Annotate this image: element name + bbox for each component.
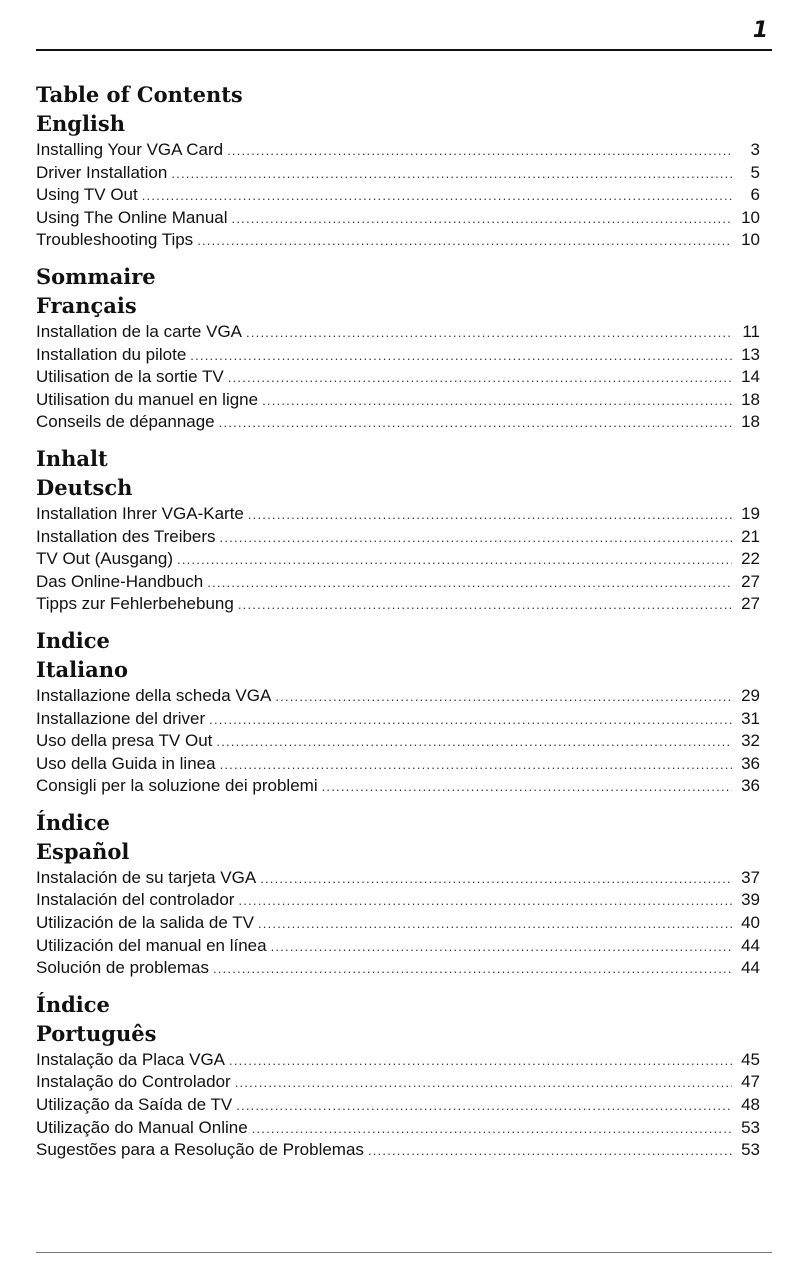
- toc-entry-page: 48: [741, 1095, 760, 1115]
- dot-leader: [322, 776, 732, 799]
- toc-entry[interactable]: [36, 912, 760, 935]
- dot-leader: [258, 913, 732, 936]
- toc-entry-title: Sugestões para a Resolução de Problemas: [36, 1140, 364, 1160]
- dot-leader: [177, 549, 732, 572]
- toc-entry-title: Using The Online Manual: [36, 207, 228, 227]
- toc-entry-title: Instalación de su tarjeta VGA: [36, 867, 257, 887]
- dot-leader: [228, 367, 732, 390]
- dot-leader: [368, 1140, 732, 1163]
- toc-entry-page: 10: [741, 230, 760, 250]
- toc-entry[interactable]: [36, 207, 760, 230]
- dot-leader: [219, 412, 732, 435]
- toc-entry-title: Utilização da Saída de TV: [36, 1095, 233, 1115]
- toc-entry-page: 44: [741, 958, 760, 978]
- toc-entry-page: 14: [741, 367, 760, 387]
- toc-entry-title: Conseils de dépannage: [36, 412, 215, 432]
- toc-entry-title: Uso della Guida in linea: [36, 753, 216, 773]
- toc-entry-page: 40: [741, 913, 760, 933]
- toc-entry-page: 18: [741, 389, 760, 409]
- toc-entry-page: 3: [750, 140, 760, 159]
- toc-entry-title: Tipps zur Fehlerbehebung: [36, 594, 234, 614]
- toc-entry-title: Solución de problemas: [36, 958, 209, 978]
- toc-entry-page: 36: [741, 776, 760, 796]
- toc-entry-page: 47: [741, 1072, 760, 1092]
- toc-entry-title: Installazione del driver: [36, 708, 206, 728]
- toc-entry[interactable]: [36, 935, 760, 958]
- toc-section-english: [36, 80, 760, 252]
- footer-rule: [36, 1252, 772, 1253]
- dot-leader: [262, 390, 732, 413]
- toc-entry[interactable]: [36, 1117, 760, 1140]
- toc-entry-title: Das Online-Handbuch: [36, 571, 204, 591]
- toc-entry[interactable]: [36, 708, 760, 731]
- toc-entry-page: 18: [741, 412, 760, 432]
- dot-leader: [213, 958, 732, 981]
- dot-leader: [236, 1095, 732, 1118]
- toc-entry-page: 10: [741, 207, 760, 227]
- dot-leader: [229, 1050, 732, 1073]
- toc-section-francais: [36, 262, 760, 434]
- dot-leader: [271, 936, 732, 959]
- section-heading: Indice: [36, 627, 110, 653]
- toc-entry[interactable]: [36, 1071, 760, 1094]
- toc-entry-page: 27: [741, 594, 760, 614]
- toc-entry-title: Utilisation de la sortie TV: [36, 367, 224, 387]
- language-heading: Deutsch: [36, 474, 133, 500]
- toc-entry-page: 13: [741, 344, 760, 364]
- section-heading: Inhalt: [36, 445, 108, 471]
- toc-entry-page: 53: [741, 1117, 760, 1137]
- toc-section-espanol: [36, 808, 760, 980]
- section-heading: Índice: [36, 991, 110, 1017]
- dot-leader: [232, 208, 732, 231]
- toc-entry-title: Installation des Treibers: [36, 526, 216, 546]
- toc-entry-page: 27: [741, 571, 760, 591]
- language-heading: Português: [36, 1020, 157, 1046]
- page-number: 1: [752, 18, 768, 43]
- language-heading: English: [36, 111, 126, 136]
- toc-entry-title: Utilisation du manuel en ligne: [36, 389, 259, 409]
- toc-entry[interactable]: [36, 139, 760, 162]
- toc-entry[interactable]: [36, 162, 760, 185]
- header-rule: [36, 49, 772, 51]
- language-heading: Español: [36, 838, 130, 864]
- dot-leader: [220, 754, 732, 777]
- dot-leader: [220, 527, 732, 550]
- toc-entry[interactable]: [36, 229, 760, 252]
- toc-entry[interactable]: [36, 889, 760, 912]
- toc-entry[interactable]: [36, 344, 760, 367]
- toc-entry[interactable]: [36, 753, 760, 776]
- toc-entry-title: Installation Ihrer VGA-Karte: [36, 503, 244, 523]
- toc-entry-page: 11: [742, 321, 760, 341]
- toc-entry[interactable]: [36, 593, 760, 616]
- toc-entry[interactable]: [36, 685, 760, 708]
- toc-entry[interactable]: [36, 571, 760, 594]
- toc-entry-page: 45: [741, 1049, 760, 1069]
- dot-leader: [142, 185, 732, 208]
- dot-leader: [207, 572, 732, 595]
- table-of-contents: [36, 80, 760, 1172]
- toc-entry-title: Instalación del controlador: [36, 890, 235, 910]
- dot-leader: [197, 230, 732, 253]
- language-heading: Français: [36, 292, 137, 318]
- dot-leader: [209, 709, 732, 732]
- toc-entry-page: 22: [741, 549, 760, 569]
- section-heading: Sommaire: [36, 263, 156, 289]
- toc-entry-page: 53: [741, 1140, 760, 1160]
- dot-leader: [246, 322, 732, 345]
- toc-entry[interactable]: [36, 366, 760, 389]
- dot-leader: [238, 594, 732, 617]
- toc-entry-page: 6: [750, 185, 760, 205]
- toc-entry-title: Instalação da Placa VGA: [36, 1049, 226, 1069]
- toc-entry-page: 37: [741, 867, 760, 887]
- toc-entry-page: 31: [741, 708, 760, 728]
- dot-leader: [275, 686, 732, 709]
- section-heading: Table of Contents: [36, 82, 243, 107]
- toc-entry[interactable]: [36, 526, 760, 549]
- toc-entry-title: Driver Installation: [36, 162, 168, 182]
- toc-entry-title: Consigli per la soluzione dei problemi: [36, 776, 318, 796]
- toc-entry-page: 19: [741, 503, 760, 523]
- toc-entry-page: 21: [741, 526, 760, 546]
- toc-entry-title: Installation de la carte VGA: [36, 321, 243, 341]
- dot-leader: [238, 890, 732, 913]
- dot-leader: [171, 163, 732, 186]
- toc-entry[interactable]: [36, 184, 760, 207]
- language-heading: Italiano: [36, 656, 128, 682]
- toc-entry[interactable]: [36, 321, 760, 344]
- toc-entry-title: Installing Your VGA Card: [36, 140, 224, 159]
- toc-entry-page: 5: [750, 162, 760, 182]
- toc-entry[interactable]: [36, 548, 760, 571]
- toc-section-italiano: [36, 626, 760, 798]
- dot-leader: [227, 140, 732, 163]
- toc-entry-title: Using TV Out: [36, 185, 138, 205]
- dot-leader: [235, 1072, 732, 1095]
- toc-entry-title: Uso della presa TV Out: [36, 731, 213, 751]
- toc-entry[interactable]: [36, 503, 760, 526]
- toc-entry-title: TV Out (Ausgang): [36, 549, 174, 569]
- toc-entry[interactable]: [36, 389, 760, 412]
- section-heading: Índice: [36, 809, 110, 835]
- toc-entry-page: 39: [741, 890, 760, 910]
- toc-section-portugues: [36, 990, 760, 1162]
- toc-entry[interactable]: [36, 1049, 760, 1072]
- toc-section-deutsch: [36, 444, 760, 616]
- dot-leader: [260, 868, 732, 891]
- toc-entry[interactable]: [36, 1094, 760, 1117]
- toc-entry[interactable]: [36, 957, 760, 980]
- dot-leader: [248, 504, 732, 527]
- toc-entry-title: Installation du pilote: [36, 344, 187, 364]
- toc-entry-title: Utilización del manual en línea: [36, 935, 267, 955]
- toc-entry-title: Utilização do Manual Online: [36, 1117, 248, 1137]
- dot-leader: [216, 731, 732, 754]
- toc-entry[interactable]: [36, 1139, 760, 1162]
- toc-entry[interactable]: [36, 730, 760, 753]
- toc-entry-title: Instalação do Controlador: [36, 1072, 231, 1092]
- toc-entry[interactable]: [36, 867, 760, 890]
- toc-entry-title: Installazione della scheda VGA: [36, 685, 272, 705]
- toc-entry-page: 36: [741, 753, 760, 773]
- toc-entry[interactable]: [36, 411, 760, 434]
- toc-entry-page: 29: [741, 685, 760, 705]
- toc-entry-title: Utilización de la salida de TV: [36, 913, 254, 933]
- toc-entry-title: Troubleshooting Tips: [36, 230, 194, 250]
- toc-entry-page: 32: [741, 731, 760, 751]
- toc-entry[interactable]: [36, 775, 760, 798]
- dot-leader: [190, 345, 732, 368]
- toc-entry-page: 44: [741, 935, 760, 955]
- dot-leader: [252, 1118, 732, 1141]
